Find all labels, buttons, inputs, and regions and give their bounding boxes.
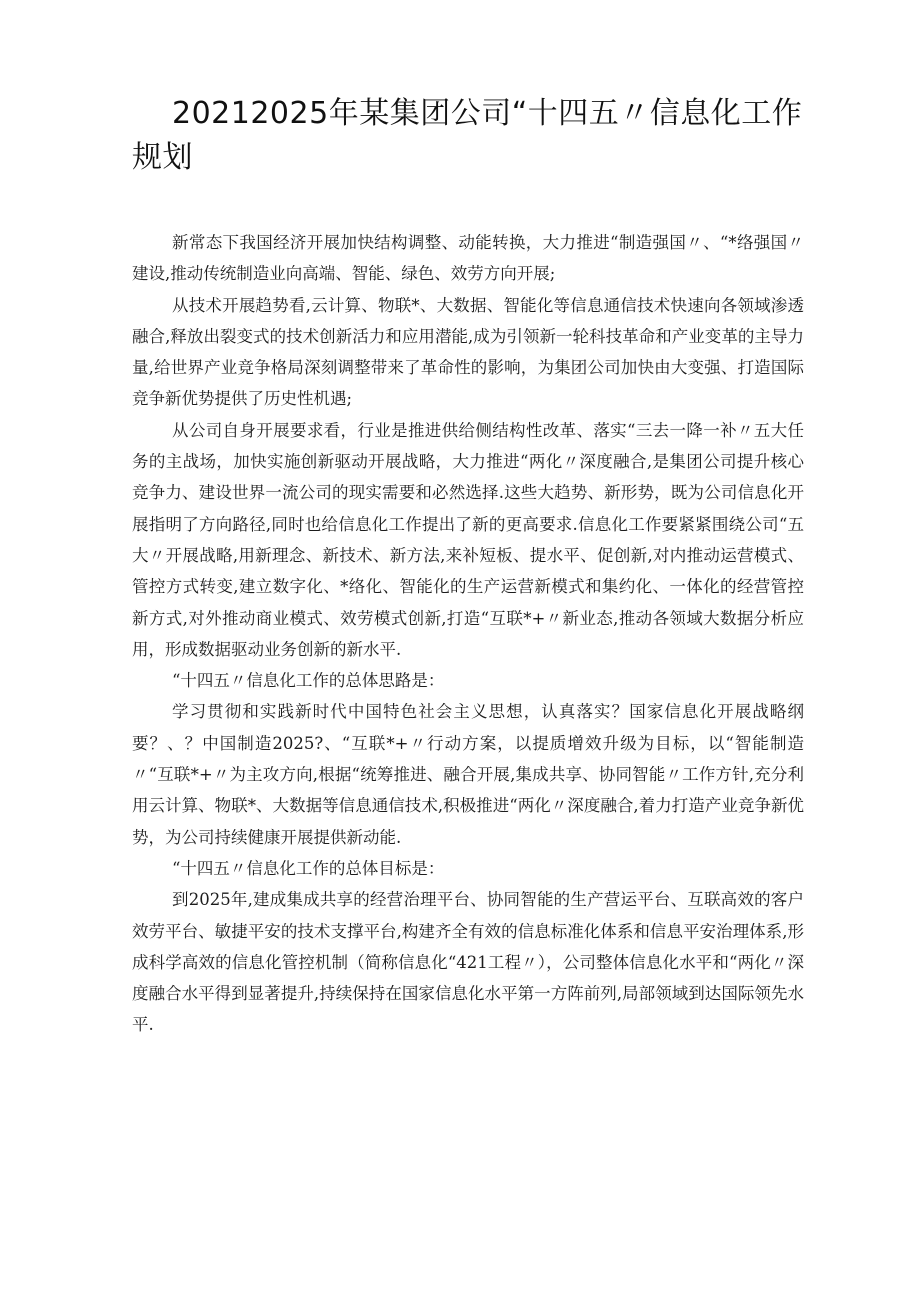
paragraph-new-normal: 新常态下我国经济开展加快结构调整、动能转换，大力推进“制造强国〃、“*络强国〃建设,推动传统制造业向高端、智能、绿色、效劳方向开展; bbox=[132, 233, 804, 284]
paragraph-company-requirements: 从公司自身开展要求看，行业是推进供给侧结构性改革、落实“三去一降一补〃五大任务的主战场，加快实施创新驱动开展战略，大力推进“两化〃深度融合,是集团公司提升核心竞争力、建设世界一流公司的现实需要和必然选择.这些大趋势、新形势，既为公司信息化开展指明了方向路径,同时也给信息化工作提出了新的更高要求.信息化工作要紧紧围绕公司“五大〃开展战略,用新理念、新技术、新方法,来补短板、提水平、促创新,对内推动运营模式、管控方式转变,建立数字化、*络化、智能化的生产运营新模式和集约化、一体化的经营管控新方式,对外推动商业模式、效劳模式创新,打造“互联*+〃新业态,推动各领域大数据分析应用，形成数据驱动业务创新的新水平. bbox=[132, 420, 804, 659]
paragraph-overall-approach: 学习贯彻和实践新时代中国特色社会主义思想，认真落实？国家信息化开展战略纲要？、？中国制造2025?、“互联*+〃行动方案，以提质增效升级为目标，以“智能制造〃“互联*+〃为主攻方向,根据“统筹推进、融合开展,集成共享、协同智能〃工作方针,充分利用云计算、物联*、大数据等信息通信技术,积极推进“两化〃深度融合,着力打造产业竞争新优势，为公司持续健康开展提供新动能. bbox=[132, 702, 804, 847]
paragraph-tech-trend: 从技术开展趋势看,云计算、物联*、大数据、智能化等信息通信技术快速向各领域渗透融合,释放出裂变式的技术创新活力和应用潜能,成为引领新一轮科技革命和产业变革的主导力量,给世界产业竞争格局深刻调整带来了革命性的影响，为集团公司加快由大变强、打造国际竞争新优势提供了历史性机遇; bbox=[132, 295, 804, 409]
section-heading-overall-approach: “十四五〃信息化工作的总体思路是： bbox=[172, 671, 445, 691]
document-title: 20212025年某集团公司“十四五〃信息化工作规划 bbox=[132, 96, 803, 175]
document-body bbox=[132, 227, 804, 1041]
section-heading-overall-goal: “十四五〃信息化工作的总体目标是： bbox=[172, 858, 445, 878]
paragraph-overall-goal: 到2025年,建成集成共享的经营治理平台、协同智能的生产营运平台、互联高效的客户效劳平台、敏捷平安的技术支撑平台,构建齐全有效的信息标准化体系和信息平安治理体系,形成科学高效的信息化管控机制（简称信息化“421工程〃），公司整体信息化水平和“两化〃深度融合水平得到显著提升,持续保持在国家信息化水平第一方阵前列,局部领域到达国际领先水平. bbox=[132, 890, 804, 1035]
